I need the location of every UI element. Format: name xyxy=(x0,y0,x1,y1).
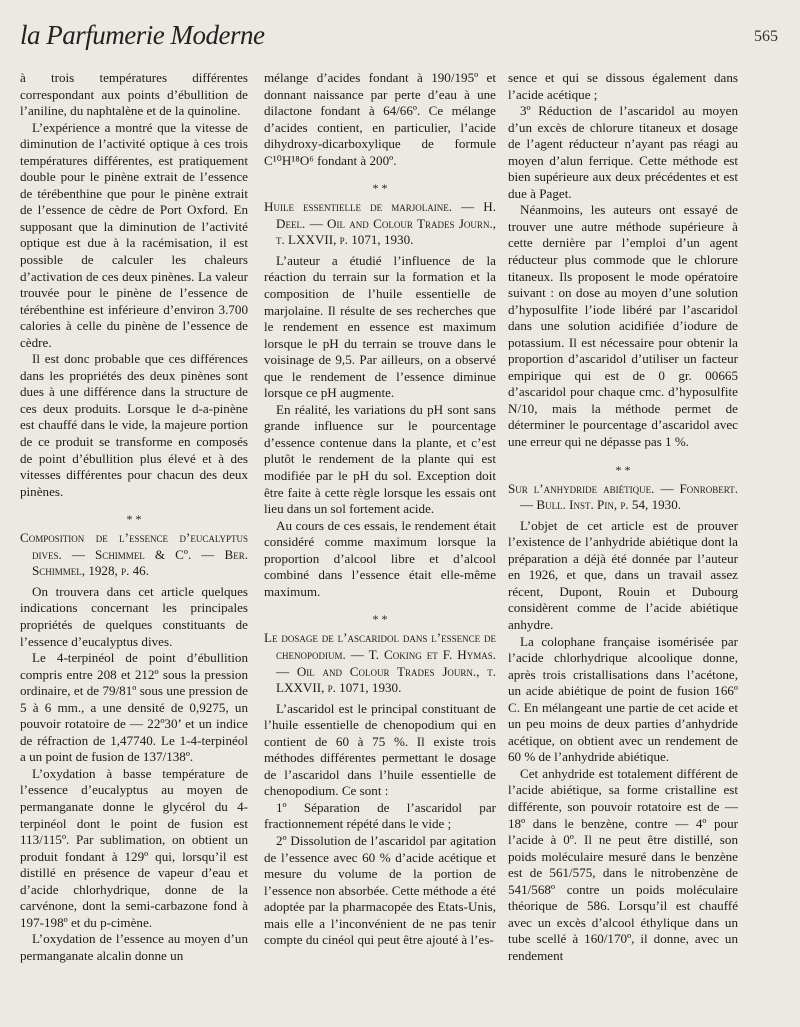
paragraph: 2º Dissolution de l’ascaridol par agitation de l’essence avec 60 % d’acide acétique et mesure du volume de la portion de l’essence non absorbée. Cette méthode a été adoptée par la pharmacopée des Etats-Unis, mais elle a l’inconvénient de ne pas tenir compte du cinéol qui peut être ajouté à l’es- xyxy=(264,832,496,948)
paragraph: La colophane française isomérisée par l’acide chlorhydrique alcoolique donne, après trois cristallisations dans l’acétone, un acide abiétique de point de fusion 166º C. En mélangeant une partie de cet acide et un peu moins de deux parties d’anhydride acétique, on obtient avec un rendement de 60 % de l’anhydride abiétique. xyxy=(508,633,738,765)
paragraph: Il est donc probable que ces différences dans les propriétés des deux pinènes sont dues à une différence dans la structure de ces deux produits. Lorsque le d-a-pinène est chauffé dans le vide, la majeure portion de ce produit se transforme en composés de point d’ébullition plus élevé et à des vitesses différentes pour chacun des deux pinènes. xyxy=(20,351,248,499)
paragraph: L’ascaridol est le principal constituant de l’huile essentielle de chenopodium qui en contient de 60 à 75 %. Il existe trois méthodes différentes permettant le dosage de l’ascaridol dans l’huile essentielle de chenopodium. Ce sont : xyxy=(264,700,496,799)
article-heading: Composition de l’essence d’eucalyptus dives. — Schimmel & Cº. — Ber. Schimmel, 1928, p. 46. xyxy=(20,530,248,579)
paragraph: mélange d’acides fondant à 190/195º et donnant naissance par perte d’eau à une dilactone fondant à 64/66º. Ce mélange d’acides contient, en particulier, l’acide dihydroxy-dicarboxylique de formule C¹⁰H¹⁸O⁶ fondant à 200º. xyxy=(264,70,496,168)
section-separator: * * xyxy=(615,462,631,477)
paragraph: Au cours de ces essais, le rendement était considéré comme maximum lorsque la proportion d’alcool libre et d’alcool combiné dans l’essence était elle-même maximum. xyxy=(264,517,496,599)
paragraph: L’expérience a montré que la vitesse de diminution de l’activité optique à ces trois températures différentes, est pratiquement double pour le pinène extrait de l’essence de térébenthine que pour le pinène extrait de l’essence de cèdre de Port Oxford. En supposant que la diminution de l’activité optique est due à la racémisation, il est possible de calculer les chaleurs d’activation de ces deux pinènes. La valeur trouvée pour le pinène de l’essence de térébenthine est inférieure d’environ 3.700 calories à celle du pinène de l’essence de cèdre. xyxy=(20,119,248,350)
article-heading: Le dosage de l’ascaridol dans l’essence de chenopodium. — T. Coking et F. Hymas. — Oil and Colour Trades Journ., t. LXXVII, p. 1071, 1930. xyxy=(264,630,496,696)
page-number: 565 xyxy=(754,28,778,45)
paragraph: L’oxydation de l’essence au moyen d’un permanganate alcalin donne un xyxy=(20,931,248,963)
paragraph: On trouvera dans cet article quelques indications concernant les principales propriétés de quelques constituants de l’essence d’eucalyptus dives. xyxy=(20,583,248,649)
paragraph: à trois températures différentes correspondant aux points d’ébullition de l’aniline, du naphtalène et de la quinoline. xyxy=(20,70,248,119)
section-separator: * * xyxy=(372,181,388,196)
paragraph: L’oxydation à basse température de l’essence d’eucalyptus au moyen de permanganate donne le glycérol du 4-terpinéol dont le point de fusion est 113/115º. Par sublimation, on obtient un produit fondant à 129º qui, lorsqu’il est distillé en présence de vapeur d’eau et d’acide chlorhydrique, donne de la carvénone, dont la semi-carbazone fond à 197-198º et du p-cimène. xyxy=(20,765,248,930)
article-heading: Huile essentielle de marjolaine. — H. Deel. — Oil and Colour Trades Journ., t. LXXVII, p. 1071, 1930. xyxy=(264,199,496,248)
text-column-1 xyxy=(20,70,248,1015)
journal-masthead: la Parfumerie Moderne xyxy=(20,20,265,50)
paragraph: 1º Séparation de l’ascaridol par fractionnement répété dans le vide ; xyxy=(264,799,496,832)
text-column-2 xyxy=(264,70,496,1015)
paragraph: sence et qui se dissous également dans l’acide acétique ; xyxy=(508,70,738,102)
paragraph: Le 4-terpinéol de point d’ébullition compris entre 208 et 212º sous la pression ordinaire, et de 79/81º sous une pression de 5 à 6 mm., a une densité de 0,9275, un pouvoir rotatoire de — 22º30’ et un indice de réfraction de 1,47740. Le 1-4-terpinéol a un point de fusion de 137/138º. xyxy=(20,650,248,765)
paragraph: 3º Réduction de l’ascaridol au moyen d’un excès de chlorure titaneux et dosage de l’agent réducteur n’ayant pas réagi au moyen d’alun ferrique. Cette méthode est bien supérieure aux deux précédentes et est due à Paget. xyxy=(508,103,738,201)
section-separator: * * xyxy=(372,612,388,627)
section-separator: * * xyxy=(126,512,142,527)
paragraph: L’objet de cet article est de prouver l’existence de l’anhydride abiétique dont la préparation a déjà été donnée par l’auteur en 1926, et que, dans un travail assez récent, Dupont, Rouin et Dubourg considèrent comme de l’acide abiétique anhydre. xyxy=(508,517,738,632)
text-column-3 xyxy=(508,70,738,1015)
article-heading: Sur l’anhydride abiétique. — Fonrobert. — Bull. Inst. Pin, p. 54, 1930. xyxy=(508,480,738,513)
paragraph: L’auteur a étudié l’influence de la réaction du terrain sur la formation et la composition de l’huile essentielle de marjolaine. Il résulte de ses recherches que le rendement en essence est maximum lorsque le pH du terrain se trouve dans le voisinage de 9,5. Par ailleurs, on a observé que le rendement de l’essence diminue lorsque ce pH augmente. xyxy=(264,252,496,401)
paragraph: Cet anhydride est totalement différent de l’acide abiétique, sa forme cristalline est différente, son pouvoir rotatoire est de —18º dans le benzène, contre — 4º pour l’acide à 0º. Il ne peut être distillé, son poids moléculaire mesuré dans le benzène est de 561/575, dans le nitrobenzène de 541/568º contre un poids moléculaire théorique de 586. Lorsqu’il est chauffé avec un excès d’alcool éthylique dans un tube scellé à 160/170º, il donne, avec un rendement xyxy=(508,765,738,963)
paragraph: Néanmoins, les auteurs ont essayé de trouver une autre méthode supérieure à cette dernière par l’emploi d’un agent réducteur plus commode que le chlorure titaneux. Ils proposent le mode opératoire suivant : on dose au moyen d’une solution d’hyposulfite l’iode libéré par l’ascaridol dans une solution acidifiée d’iodure de potassium. Il est nécessaire pour obtenir la proportion d’ascaridol d’utiliser un facteur empirique qui est de 0 gr. 00665 d’ascaridol pour chaque cmc. d’hyposulfite N/10, mais la méthode permet de déterminer le pourcentage d’ascaridol avec une erreur qui ne dépasse pas 1 %. xyxy=(508,202,738,450)
paragraph: En réalité, les variations du pH sont sans grande influence sur le pourcentage d’essence contenue dans la plante, et c’est plutôt le rendement de la plante qui est modifiée par le pH du sol. Exception doit être faite à cette règle lorsque les essais ont lieu dans un sol fortement acide. xyxy=(264,401,496,517)
